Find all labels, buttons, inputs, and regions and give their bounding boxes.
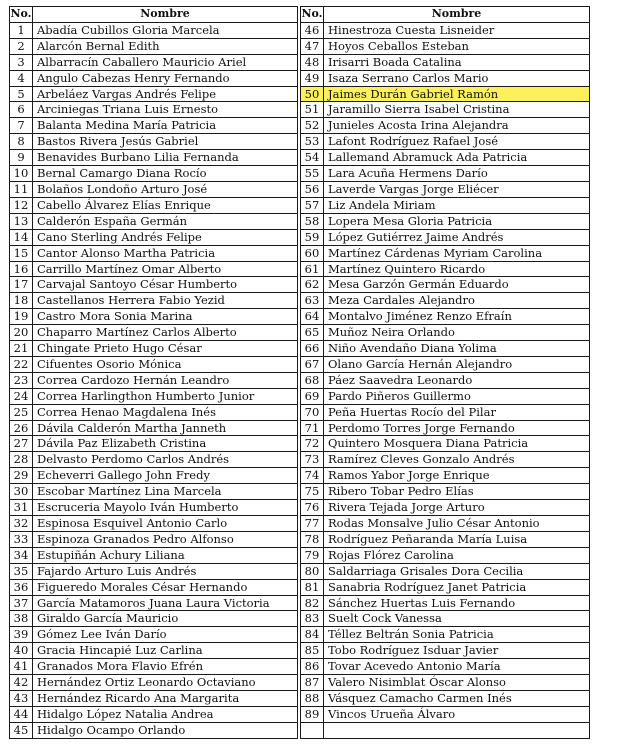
table-row [301, 388, 590, 404]
row-name: Hernández Ortiz Leonardo Octaviano [33, 675, 298, 691]
table-row [10, 245, 298, 261]
row-number: 82 [301, 595, 324, 611]
table-row [301, 197, 590, 213]
row-name: Muñoz Neira Orlando [324, 325, 590, 341]
row-number: 62 [301, 277, 324, 293]
table-row [301, 516, 590, 532]
row-number: 46 [301, 22, 324, 38]
row-number: 75 [301, 484, 324, 500]
row-number: 79 [301, 547, 324, 563]
row-name: Perdomo Torres Jorge Fernando [324, 420, 590, 436]
table-row [10, 229, 298, 245]
row-number: 8 [10, 134, 33, 150]
table-row [10, 325, 298, 341]
table-row [10, 388, 298, 404]
row-name: Dávila Paz Elizabeth Cristina [33, 436, 298, 452]
row-name: Chingate Prieto Hugo César [33, 341, 298, 357]
row-name: Bolaños Londoño Arturo José [33, 181, 298, 197]
row-name: Calderón España Germán [33, 213, 298, 229]
row-number: 34 [10, 547, 33, 563]
table-row [301, 309, 590, 325]
table-row [10, 181, 298, 197]
row-name: Correa Harlingthon Humberto Junior [33, 388, 298, 404]
row-number: 13 [10, 213, 33, 229]
table-row [10, 261, 298, 277]
row-number: 29 [10, 468, 33, 484]
row-name: Espinoza Granados Pedro Alfonso [33, 531, 298, 547]
row-name: Ramos Yabor Jorge Enrique [324, 468, 590, 484]
table-row [301, 118, 590, 134]
row-number: 26 [10, 420, 33, 436]
row-name: Jaimes Durán Gabriel Ramón [324, 86, 590, 102]
table-row [10, 134, 298, 150]
table-row [301, 627, 590, 643]
names-table-right-body [301, 22, 590, 738]
row-number: 20 [10, 325, 33, 341]
row-number: 23 [10, 372, 33, 388]
row-number: 70 [301, 404, 324, 420]
table-row [301, 547, 590, 563]
row-number: 15 [10, 245, 33, 261]
row-name: Laverde Vargas Jorge Eliécer [324, 181, 590, 197]
row-number: 30 [10, 484, 33, 500]
row-number: 40 [10, 643, 33, 659]
row-name: Castro Mora Sonia Marina [33, 309, 298, 325]
row-name: Tobo Rodríguez Isduar Javier [324, 643, 590, 659]
row-number: 48 [301, 54, 324, 70]
row-number: 60 [301, 245, 324, 261]
row-number: 88 [301, 690, 324, 706]
row-name: Figueredo Morales César Hernando [33, 579, 298, 595]
table-row [301, 563, 590, 579]
row-number: 86 [301, 659, 324, 675]
row-number: 33 [10, 531, 33, 547]
row-name: Estupiñán Achury Liliana [33, 547, 298, 563]
row-number: 57 [301, 197, 324, 213]
row-number: 65 [301, 325, 324, 341]
table-row [10, 118, 298, 134]
table-row [10, 611, 298, 627]
table-row [301, 22, 590, 38]
row-name: Escobar Martínez Lina Marcela [33, 484, 298, 500]
table-row [10, 38, 298, 54]
row-number: 53 [301, 134, 324, 150]
table-row [301, 325, 590, 341]
row-name: Sánchez Huertas Luis Fernando [324, 595, 590, 611]
row-name: Vincos Urueña Álvaro [324, 706, 590, 722]
table-row [301, 722, 590, 738]
row-number: 24 [10, 388, 33, 404]
table-row [10, 309, 298, 325]
row-name: Liz Andela Miriam [324, 197, 590, 213]
row-number: 1 [10, 22, 33, 38]
row-name: Sanabria Rodríguez Janet Patricia [324, 579, 590, 595]
table-row [10, 70, 298, 86]
row-name: Hidalgo López Natalia Andrea [33, 706, 298, 722]
row-name: Rivera Tejada Jorge Arturo [324, 500, 590, 516]
table-row [10, 579, 298, 595]
table-row [301, 611, 590, 627]
row-number: 32 [10, 516, 33, 532]
row-name: Isaza Serrano Carlos Mario [324, 70, 590, 86]
row-name: Valero Nisimblat Óscar Alonso [324, 675, 590, 691]
row-name: Echeverri Gallego John Fredy [33, 468, 298, 484]
row-name: Jaramillo Sierra Isabel Cristina [324, 102, 590, 118]
column-header-nombre: Nombre [324, 7, 590, 23]
table-row [301, 166, 590, 182]
table-row [301, 213, 590, 229]
row-number: 19 [10, 309, 33, 325]
table-row [10, 722, 298, 738]
table-row [10, 643, 298, 659]
table-row [301, 229, 590, 245]
row-name: Niño Avendaño Diana Yolima [324, 341, 590, 357]
table-row [301, 181, 590, 197]
row-name: Albarracín Caballero Mauricio Ariel [33, 54, 298, 70]
table-row [10, 531, 298, 547]
table-row [10, 197, 298, 213]
row-name: Ribero Tobar Pedro Elías [324, 484, 590, 500]
table-row [10, 22, 298, 38]
row-number: 43 [10, 690, 33, 706]
table-row [301, 690, 590, 706]
table-row [301, 245, 590, 261]
row-number: 66 [301, 341, 324, 357]
table-row [301, 372, 590, 388]
row-number: 50 [301, 86, 324, 102]
row-name: Carvajal Santoyo César Humberto [33, 277, 298, 293]
row-name: Lallemand Abramuck Ada Patricia [324, 150, 590, 166]
row-name: Suelt Cock Vanessa [324, 611, 590, 627]
row-name: Rodas Monsalve Julio César Antonio [324, 516, 590, 532]
row-number: 73 [301, 452, 324, 468]
row-name [324, 722, 590, 738]
table-row [10, 468, 298, 484]
row-number: 14 [10, 229, 33, 245]
row-name: Peña Huertas Rocío del Pilar [324, 404, 590, 420]
table-row [301, 356, 590, 372]
table-row [301, 468, 590, 484]
row-name: Hoyos Ceballos Esteban [324, 38, 590, 54]
row-name: Lara Acuña Hermens Darío [324, 166, 590, 182]
row-number: 64 [301, 309, 324, 325]
table-row [10, 452, 298, 468]
row-number: 89 [301, 706, 324, 722]
row-name: Alarcón Bernal Edith [33, 38, 298, 54]
row-number: 84 [301, 627, 324, 643]
row-name: Arciniegas Triana Luis Ernesto [33, 102, 298, 118]
row-number: 67 [301, 356, 324, 372]
row-number: 49 [301, 70, 324, 86]
table-row [301, 531, 590, 547]
table-row-highlighted [301, 86, 590, 102]
row-name: Rodríguez Peñaranda María Luisa [324, 531, 590, 547]
row-name: Cabello Álvarez Elías Enrique [33, 197, 298, 213]
names-table-left [9, 6, 298, 739]
row-number: 71 [301, 420, 324, 436]
row-number: 41 [10, 659, 33, 675]
row-name: Lafont Rodríguez Rafael José [324, 134, 590, 150]
row-number: 76 [301, 500, 324, 516]
table-row [10, 516, 298, 532]
row-number: 87 [301, 675, 324, 691]
table-row [301, 404, 590, 420]
row-name: Tovar Acevedo Antonio María [324, 659, 590, 675]
table-row [301, 70, 590, 86]
table-row [301, 261, 590, 277]
table-row [301, 436, 590, 452]
row-number: 81 [301, 579, 324, 595]
row-name: Saldarriaga Grisales Dora Cecilia [324, 563, 590, 579]
row-number: 69 [301, 388, 324, 404]
row-number: 59 [301, 229, 324, 245]
row-name: Ramírez Cleves Gonzalo Andrés [324, 452, 590, 468]
table-row [10, 706, 298, 722]
row-number: 47 [301, 38, 324, 54]
row-number: 45 [10, 722, 33, 738]
row-number: 42 [10, 675, 33, 691]
row-number: 77 [301, 516, 324, 532]
header-row [301, 7, 590, 23]
table-row [301, 579, 590, 595]
table-row [10, 150, 298, 166]
table-row [10, 675, 298, 691]
row-number: 54 [301, 150, 324, 166]
table-row [301, 341, 590, 357]
row-name: Fajardo Arturo Luis Andrés [33, 563, 298, 579]
row-name: Balanta Medina María Patricia [33, 118, 298, 134]
row-number: 10 [10, 166, 33, 182]
row-number: 36 [10, 579, 33, 595]
table-row [301, 293, 590, 309]
row-name: Páez Saavedra Leonardo [324, 372, 590, 388]
row-number: 56 [301, 181, 324, 197]
table-row [10, 166, 298, 182]
row-number: 5 [10, 86, 33, 102]
row-name: Martínez Quintero Ricardo [324, 261, 590, 277]
table-row [301, 102, 590, 118]
row-name: Hinestroza Cuesta Lisneider [324, 22, 590, 38]
row-name: Irisarri Boada Catalina [324, 54, 590, 70]
row-name: Junieles Acosta Irina Alejandra [324, 118, 590, 134]
table-row [10, 293, 298, 309]
table-row [10, 563, 298, 579]
table-row [10, 102, 298, 118]
table-row [10, 436, 298, 452]
header-row [10, 7, 298, 23]
row-number: 12 [10, 197, 33, 213]
table-row [10, 500, 298, 516]
row-name: Cano Sterling Andrés Felipe [33, 229, 298, 245]
row-name: Mesa Garzón Germán Eduardo [324, 277, 590, 293]
row-name: Abadía Cubillos Gloria Marcela [33, 22, 298, 38]
table-row [301, 277, 590, 293]
row-number: 39 [10, 627, 33, 643]
table-row [10, 356, 298, 372]
table-row [10, 86, 298, 102]
row-name: Castellanos Herrera Fabio Yezid [33, 293, 298, 309]
row-name: Hernández Ricardo Ana Margarita [33, 690, 298, 706]
row-name: Cantor Alonso Martha Patricia [33, 245, 298, 261]
column-header-nombre: Nombre [33, 7, 298, 23]
table-row [301, 54, 590, 70]
row-name: Escruceria Mayolo Iván Humberto [33, 500, 298, 516]
row-number: 6 [10, 102, 33, 118]
row-number: 28 [10, 452, 33, 468]
names-list-page [9, 6, 590, 742]
table-row [301, 452, 590, 468]
row-name: Dávila Calderón Martha Janneth [33, 420, 298, 436]
table-row [301, 484, 590, 500]
row-name: Vásquez Camacho Carmen Inés [324, 690, 590, 706]
row-number: 74 [301, 468, 324, 484]
row-number: 72 [301, 436, 324, 452]
row-name: Bastos Rivera Jesús Gabriel [33, 134, 298, 150]
row-number: 21 [10, 341, 33, 357]
table-row [10, 277, 298, 293]
table-row [301, 38, 590, 54]
row-name: Espinosa Esquivel Antonio Carlo [33, 516, 298, 532]
row-number: 17 [10, 277, 33, 293]
row-number: 58 [301, 213, 324, 229]
column-header-no: No. [10, 7, 33, 23]
row-name: López Gutiérrez Jaime Andrés [324, 229, 590, 245]
row-number: 80 [301, 563, 324, 579]
row-number: 38 [10, 611, 33, 627]
row-number: 22 [10, 356, 33, 372]
row-number: 68 [301, 372, 324, 388]
row-number: 35 [10, 563, 33, 579]
row-name: Lopera Mesa Gloria Patricia [324, 213, 590, 229]
row-number: 44 [10, 706, 33, 722]
row-name: Meza Cardales Alejandro [324, 293, 590, 309]
table-row [301, 659, 590, 675]
row-number: 7 [10, 118, 33, 134]
row-name: Gracia Hincapié Luz Carlina [33, 643, 298, 659]
row-number: 55 [301, 166, 324, 182]
table-row [301, 500, 590, 516]
table-row [10, 372, 298, 388]
table-row [10, 420, 298, 436]
row-name: Bernal Camargo Diana Rocío [33, 166, 298, 182]
row-name: Montalvo Jiménez Renzo Efraín [324, 309, 590, 325]
row-number: 16 [10, 261, 33, 277]
row-name: Chaparro Martínez Carlos Alberto [33, 325, 298, 341]
row-number: 27 [10, 436, 33, 452]
table-row [301, 595, 590, 611]
table-row [10, 659, 298, 675]
row-number: 52 [301, 118, 324, 134]
row-name: Delvasto Perdomo Carlos Andrés [33, 452, 298, 468]
row-name: Gómez Lee Iván Darío [33, 627, 298, 643]
row-number: 63 [301, 293, 324, 309]
table-row [10, 404, 298, 420]
row-number: 25 [10, 404, 33, 420]
table-row [301, 134, 590, 150]
column-header-no: No. [301, 7, 324, 23]
row-name: Hidalgo Ocampo Orlando [33, 722, 298, 738]
row-name: Angulo Cabezas Henry Fernando [33, 70, 298, 86]
row-number: 51 [301, 102, 324, 118]
row-number: 37 [10, 595, 33, 611]
table-row [10, 627, 298, 643]
table-row [10, 213, 298, 229]
row-number [301, 722, 324, 738]
table-row [301, 706, 590, 722]
table-row [10, 54, 298, 70]
row-number: 18 [10, 293, 33, 309]
table-row [10, 484, 298, 500]
row-number: 83 [301, 611, 324, 627]
table-row [10, 690, 298, 706]
row-name: Téllez Beltrán Sonia Patricia [324, 627, 590, 643]
row-number: 9 [10, 150, 33, 166]
table-row [10, 341, 298, 357]
row-number: 11 [10, 181, 33, 197]
row-name: Martínez Cárdenas Myriam Carolina [324, 245, 590, 261]
row-name: Rojas Flórez Carolina [324, 547, 590, 563]
row-name: Giraldo García Mauricio [33, 611, 298, 627]
row-name: Granados Mora Flavio Efrén [33, 659, 298, 675]
table-row [301, 420, 590, 436]
row-name: Pardo Piñeros Guillermo [324, 388, 590, 404]
row-name: Carrillo Martínez Omar Alberto [33, 261, 298, 277]
row-number: 78 [301, 531, 324, 547]
row-name: Cifuentes Osorio Mónica [33, 356, 298, 372]
row-name: Correa Henao Magdalena Inés [33, 404, 298, 420]
table-row [10, 595, 298, 611]
row-number: 61 [301, 261, 324, 277]
row-number: 31 [10, 500, 33, 516]
row-number: 4 [10, 70, 33, 86]
table-row [10, 547, 298, 563]
row-name: García Matamoros Juana Laura Victoria [33, 595, 298, 611]
row-name: Benavides Burbano Lilia Fernanda [33, 150, 298, 166]
row-name: Correa Cardozo Hernán Leandro [33, 372, 298, 388]
row-number: 85 [301, 643, 324, 659]
row-name: Olano García Hernán Alejandro [324, 356, 590, 372]
names-table-left-body [10, 22, 298, 738]
names-table-right [300, 6, 590, 739]
row-number: 3 [10, 54, 33, 70]
table-row [301, 675, 590, 691]
table-row [301, 643, 590, 659]
row-number: 2 [10, 38, 33, 54]
row-name: Arbeláez Vargas Andrés Felipe [33, 86, 298, 102]
row-name: Quintero Mosquera Diana Patricia [324, 436, 590, 452]
table-row [301, 150, 590, 166]
